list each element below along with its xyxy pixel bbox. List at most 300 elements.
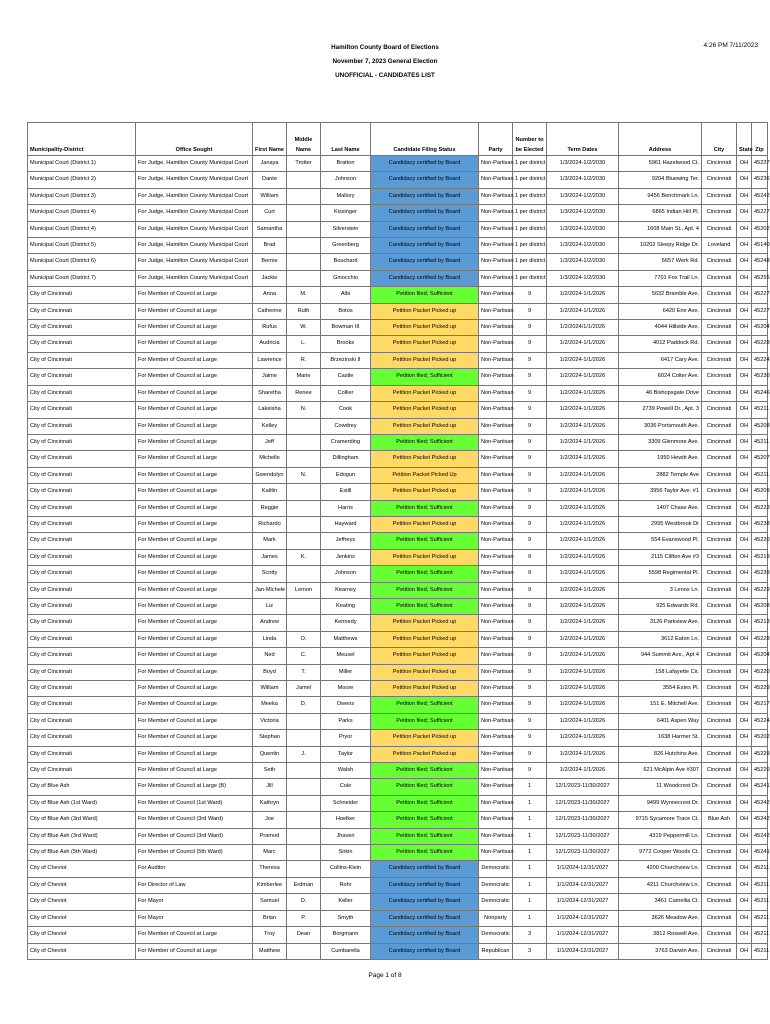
table-cell: City of Cheviot [28, 861, 136, 877]
column-header: Middle Name [287, 123, 321, 156]
table-cell: Petition filed; Sufficient [371, 434, 479, 450]
table-cell: 1/3/2024-1/2/2030 [547, 172, 619, 188]
table-cell: Cincinnati [702, 402, 737, 418]
table-cell: For Member of Council at Large [136, 681, 253, 697]
table-cell: Cincinnati [702, 763, 737, 779]
table-cell: Non-Partisan [479, 451, 513, 467]
table-cell: 1 [513, 910, 547, 926]
table-cell: Pramod [253, 828, 287, 844]
table-cell: 1 [513, 845, 547, 861]
table-cell: Non-Partisan [479, 730, 513, 746]
table-cell [287, 516, 321, 532]
table-cell: 944 Summit Ave., Apt 4 [619, 648, 702, 664]
table-row [28, 746, 768, 762]
table-cell: 4044 Hillside Ave. [619, 320, 702, 336]
table-cell: Candidacy certified by Board [371, 205, 479, 221]
table-cell: 9 [513, 533, 547, 549]
table-cell: 3554 Estes Pl. [619, 681, 702, 697]
table-cell: OH [737, 713, 752, 729]
table-cell [287, 500, 321, 516]
table-cell: For Auditor [136, 861, 253, 877]
table-cell: 3 [513, 927, 547, 943]
table-cell: 45207 [752, 451, 768, 467]
table-cell: 45217 [752, 697, 768, 713]
table-cell: Cincinnati [702, 172, 737, 188]
table-cell: Jenkins [321, 549, 371, 565]
table-cell: City of Cincinnati [28, 484, 136, 500]
table-cell: Cincinnati [702, 681, 737, 697]
table-row [28, 254, 768, 270]
table-cell: City of Cincinnati [28, 533, 136, 549]
table-row [28, 385, 768, 401]
table-cell: Audricia [253, 336, 287, 352]
table-row [28, 516, 768, 532]
table-cell: Andrew [253, 615, 287, 631]
table-cell: Anna [253, 287, 287, 303]
table-cell: 45246 [752, 385, 768, 401]
table-cell: Candidacy certified by Board [371, 270, 479, 286]
table-cell: Cincinnati [702, 188, 737, 204]
table-cell: Jaime [253, 369, 287, 385]
table-cell [287, 730, 321, 746]
table-cell: 1 [513, 779, 547, 795]
table-cell [287, 484, 321, 500]
table-cell: Seth [253, 763, 287, 779]
table-cell: Schneider [321, 795, 371, 811]
column-header: Address [619, 123, 702, 156]
table-cell: Non-Partisan [479, 270, 513, 286]
table-row [28, 566, 768, 582]
table-cell: Scotty [253, 566, 287, 582]
table-cell [287, 779, 321, 795]
table-cell: Municipal Court (District 5) [28, 238, 136, 254]
table-cell: 9 [513, 664, 547, 680]
table-cell: Silverstein [321, 221, 371, 237]
table-cell: 1/3/2024-1/2/2030 [547, 270, 619, 286]
table-cell: Cincinnati [702, 910, 737, 926]
table-cell: Curt [253, 205, 287, 221]
table-cell: Petition filed; Sufficient [371, 845, 479, 861]
table-cell: 1/2/2024-1/1/2026 [547, 648, 619, 664]
table-cell: For Member of Council at Large [136, 418, 253, 434]
table-cell: Municipal Court (District 3) [28, 188, 136, 204]
table-cell: For Member of Council at Large [136, 369, 253, 385]
table-row [28, 861, 768, 877]
table-cell: For Member of Council at Large [136, 352, 253, 368]
table-cell: 45229 [752, 681, 768, 697]
table-cell [287, 598, 321, 614]
table-cell: Petition filed; Sufficient [371, 828, 479, 844]
table-cell: Cole [321, 779, 371, 795]
table-row [28, 894, 768, 910]
table-row [28, 828, 768, 844]
table-cell: 1/2/2024-1/1/2026 [547, 352, 619, 368]
table-cell: Cincinnati [702, 270, 737, 286]
table-cell: City of Cincinnati [28, 369, 136, 385]
table-cell: City of Cincinnati [28, 385, 136, 401]
table-cell: For Member of Council at Large [136, 516, 253, 532]
table-cell: City of Blue Ash (5th Ward) [28, 845, 136, 861]
table-cell: 45211 [752, 877, 768, 893]
table-cell: City of Cincinnati [28, 287, 136, 303]
table-cell: OH [737, 434, 752, 450]
table-cell: Cincinnati [702, 451, 737, 467]
table-cell: Municipal Court (District 1) [28, 156, 136, 172]
table-cell: Petition filed; Sufficient [371, 697, 479, 713]
table-cell: OH [737, 205, 752, 221]
table-cell: Cincinnati [702, 303, 737, 319]
table-cell: Non-Partisan [479, 713, 513, 729]
table-cell: 4200 Churchview Ln. [619, 861, 702, 877]
table-cell: 45211 [752, 894, 768, 910]
table-cell: Mark [253, 533, 287, 549]
table-cell: Sirkin [321, 845, 371, 861]
table-cell: 2739 Powell Dr., Apt. 3 [619, 402, 702, 418]
table-row [28, 910, 768, 926]
table-cell: OH [737, 287, 752, 303]
column-header: First Name [253, 123, 287, 156]
table-cell: For Member of Council at Large [136, 713, 253, 729]
table-cell: For Member of Council at Large [136, 746, 253, 762]
table-cell: 9772 Cooper Woods Ct. [619, 845, 702, 861]
table-cell: 4211 Churchview Ln. [619, 877, 702, 893]
table-cell: 45211 [752, 910, 768, 926]
table-cell: Bratton [321, 156, 371, 172]
table-cell: 9 [513, 598, 547, 614]
table-cell: For Member of Council at Large [136, 615, 253, 631]
table-cell: Petition Packet Picked up [371, 631, 479, 647]
page-number: Page 1 of 8 [368, 972, 402, 979]
table-cell: 45242 [752, 188, 768, 204]
table-cell: Candidacy certified by Board [371, 894, 479, 910]
table-cell: 3 Lenox Ln. [619, 582, 702, 598]
table-cell: Petition filed; Sufficient [371, 713, 479, 729]
table-cell: For Member of Council at Large [136, 402, 253, 418]
table-cell: Non-Partisan [479, 238, 513, 254]
table-cell: OH [737, 270, 752, 286]
table-cell: 45220 [752, 763, 768, 779]
table-cell: City of Cincinnati [28, 516, 136, 532]
table-cell: 1/2/2024-1/1/2026 [547, 681, 619, 697]
table-cell: City of Cincinnati [28, 549, 136, 565]
table-cell: 45241 [752, 779, 768, 795]
table-cell: 9 [513, 516, 547, 532]
table-cell: Petition Packet Picked up [371, 320, 479, 336]
table-cell: City of Cincinnati [28, 681, 136, 697]
table-cell: Candidacy certified by Board [371, 943, 479, 959]
table-cell: 1/2/2024-1/1/2026 [547, 598, 619, 614]
table-row [28, 681, 768, 697]
table-cell: Petition Packet Picked up [371, 746, 479, 762]
table-cell: Cincinnati [702, 336, 737, 352]
table-cell: OH [737, 681, 752, 697]
table-cell: Cincinnati [702, 320, 737, 336]
table-cell: Mallory [321, 188, 371, 204]
table-cell: 3763 Darwin Ave. [619, 943, 702, 959]
table-row [28, 451, 768, 467]
table-cell: Cincinnati [702, 598, 737, 614]
table-cell: City of Cincinnati [28, 500, 136, 516]
table-cell: 1/2/2024-1/1/2026 [547, 566, 619, 582]
table-row [28, 156, 768, 172]
table-cell: Non-Partisan [479, 500, 513, 516]
table-cell: Non-Partisan [479, 385, 513, 401]
table-cell: 45229 [752, 336, 768, 352]
table-cell: Non-Partisan [479, 598, 513, 614]
table-cell: 45213 [752, 615, 768, 631]
column-header: Candidate Filing Status [371, 123, 479, 156]
table-cell: OH [737, 845, 752, 861]
table-cell: Non-Partisan [479, 516, 513, 532]
table-cell: Loveland [702, 238, 737, 254]
table-cell: Candidacy certified by Board [371, 172, 479, 188]
table-cell: Petition Packet Picked up [371, 402, 479, 418]
table-cell: 1/2/2024-1/1/2026 [547, 500, 619, 516]
table-cell: Petition filed; Sufficient [371, 763, 479, 779]
table-cell: Non-Partisan [479, 484, 513, 500]
table-cell: OH [737, 320, 752, 336]
table-cell: Democratic [479, 927, 513, 943]
table-cell: City of Cincinnati [28, 631, 136, 647]
table-cell: OH [737, 598, 752, 614]
table-cell: Cincinnati [702, 746, 737, 762]
table-cell: 45242 [752, 812, 768, 828]
table-cell: Trotter [287, 156, 321, 172]
table-cell: For Judge, Hamilton County Municipal Court [136, 238, 253, 254]
table-cell: N. [287, 402, 321, 418]
table-cell [287, 533, 321, 549]
table-cell: Linda [253, 631, 287, 647]
table-cell [287, 943, 321, 959]
table-cell: City of Cheviot [28, 877, 136, 893]
table-cell: 9 [513, 320, 547, 336]
table-cell: 1950 Hewitt Ave. [619, 451, 702, 467]
table-cell: 45204 [752, 648, 768, 664]
table-cell: 45220 [752, 664, 768, 680]
table-cell: 45237 [752, 156, 768, 172]
table-cell: 1 per district [513, 172, 547, 188]
table-cell: Johnson [321, 172, 371, 188]
table-cell [287, 451, 321, 467]
table-cell: Petition filed; Sufficient [371, 779, 479, 795]
table-cell: OH [737, 451, 752, 467]
table-cell: 3612 Eaton Ln. [619, 631, 702, 647]
table-cell: City of Cincinnati [28, 451, 136, 467]
table-cell: City of Cheviot [28, 910, 136, 926]
table-row [28, 270, 768, 286]
table-cell: 1/2/2024-1/1/2026 [547, 369, 619, 385]
table-cell: 3126 Parkview Ave. [619, 615, 702, 631]
report-header [0, 41, 770, 83]
table-cell: Non-Partisan [479, 697, 513, 713]
table-cell: 9456 Benchmark Ln. [619, 188, 702, 204]
table-cell: OH [737, 172, 752, 188]
table-cell: Petition Packet Picked up [371, 664, 479, 680]
table-row [28, 631, 768, 647]
table-cell: W. [287, 320, 321, 336]
table-row [28, 467, 768, 483]
table-cell: OH [737, 795, 752, 811]
table-cell: For Member of Council at Large [136, 467, 253, 483]
table-cell: Catherine [253, 303, 287, 319]
table-cell: Non-Partisan [479, 631, 513, 647]
table-cell: Petition filed; Sufficient [371, 369, 479, 385]
table-row [28, 303, 768, 319]
table-cell: 7701 Fox Trail Ln. [619, 270, 702, 286]
table-cell: City of Cincinnati [28, 566, 136, 582]
table-cell: OH [737, 582, 752, 598]
table-cell: Cincinnati [702, 221, 737, 237]
table-cell: Cincinnati [702, 713, 737, 729]
table-cell: Non-Partisan [479, 763, 513, 779]
table-cell: 9 [513, 746, 547, 762]
table-cell: Municipal Court (District 4) [28, 205, 136, 221]
table-cell: OH [737, 385, 752, 401]
table-cell: Non-Partisan [479, 582, 513, 598]
table-cell: 3309 Glenmore Ave. [619, 434, 702, 450]
table-cell: City of Cincinnati [28, 320, 136, 336]
table-cell: OH [737, 927, 752, 943]
table-cell: Renee [287, 385, 321, 401]
table-row [28, 533, 768, 549]
table-cell: Jeff [253, 434, 287, 450]
table-cell: For Member of Council at Large [136, 648, 253, 664]
table-cell: For Member of Council at Large [136, 287, 253, 303]
table-cell: Cincinnati [702, 434, 737, 450]
table-cell: R. [287, 352, 321, 368]
table-cell [287, 566, 321, 582]
table-cell: Petition Packet Picked up [371, 385, 479, 401]
table-cell: Janaya [253, 156, 287, 172]
table-cell: 4012 Paddock Rd. [619, 336, 702, 352]
table-cell: Michelle [253, 451, 287, 467]
table-cell: Non-Partisan [479, 549, 513, 565]
table-cell: P. [287, 910, 321, 926]
table-cell: 45229 [752, 746, 768, 762]
table-cell: City of Cincinnati [28, 434, 136, 450]
table-cell: For Judge, Hamilton County Municipal Court [136, 221, 253, 237]
table-cell: For Member of Council at Large [136, 385, 253, 401]
table-cell: 9 [513, 631, 547, 647]
table-cell: City of Cincinnati [28, 713, 136, 729]
table-cell: 45255 [752, 270, 768, 286]
table-cell: J. [287, 746, 321, 762]
table-row [28, 648, 768, 664]
table-cell: 9 [513, 369, 547, 385]
table-cell: 1/2/2024-1/1/2026 [547, 664, 619, 680]
table-cell: 9 [513, 697, 547, 713]
table-cell: 45211 [752, 861, 768, 877]
column-header: City [702, 123, 737, 156]
table-cell: Non-Partisan [479, 287, 513, 303]
table-cell: Jeffreys [321, 533, 371, 549]
table-cell: 158 Lafayette Cir. [619, 664, 702, 680]
table-cell: 9 [513, 467, 547, 483]
table-cell: Cincinnati [702, 287, 737, 303]
table-cell: Erdman [287, 877, 321, 893]
table-cell: Troy [253, 927, 287, 943]
table-row [28, 927, 768, 943]
table-cell: Cincinnati [702, 927, 737, 943]
table-cell: 554 Evanswood Pl. [619, 533, 702, 549]
table-cell: For Member of Council (3rd Ward) [136, 812, 253, 828]
table-cell: Cincinnati [702, 369, 737, 385]
table-cell: Albi [321, 287, 371, 303]
table-cell: Smyth [321, 910, 371, 926]
table-cell: 1 per district [513, 221, 547, 237]
table-cell: Non-Partisan [479, 566, 513, 582]
table-cell: Moore [321, 681, 371, 697]
table-cell: 1/2/2024-1/1/2026 [547, 516, 619, 532]
table-cell: Jamel [287, 681, 321, 697]
table-cell: Cincinnati [702, 615, 737, 631]
table-cell: Non-Partisan [479, 320, 513, 336]
table-cell: Democratic [479, 877, 513, 893]
table-cell: O. [287, 631, 321, 647]
table-cell: 4319 Peppermill Ln. [619, 828, 702, 844]
table-cell: 1 per district [513, 238, 547, 254]
table-cell: M. [287, 287, 321, 303]
table-cell: Stephan [253, 730, 287, 746]
table-cell: William [253, 188, 287, 204]
table-cell: Keating [321, 598, 371, 614]
table-cell: Owens [321, 697, 371, 713]
table-cell: OH [737, 648, 752, 664]
table-cell: City of Cincinnati [28, 648, 136, 664]
table-cell: Non-Partisan [479, 779, 513, 795]
table-cell [287, 434, 321, 450]
table-cell: 45211 [752, 927, 768, 943]
table-cell: OH [737, 303, 752, 319]
table-cell: 12/1/2023-11/30/2027 [547, 845, 619, 861]
table-cell: K. [287, 549, 321, 565]
table-cell: Marie [287, 369, 321, 385]
table-cell: Cumbarella [321, 943, 371, 959]
table-cell [287, 418, 321, 434]
table-cell: Cincinnati [702, 730, 737, 746]
table-cell: Sharetha [253, 385, 287, 401]
table-cell: OH [737, 730, 752, 746]
table-cell: OH [737, 877, 752, 893]
table-cell: 45236 [752, 172, 768, 188]
table-cell: Castle [321, 369, 371, 385]
table-cell: OH [737, 352, 752, 368]
table-cell: Cincinnati [702, 418, 737, 434]
table-cell [287, 205, 321, 221]
table-cell: Reggie [253, 500, 287, 516]
table-cell: 45208 [752, 598, 768, 614]
table-cell: 1 per district [513, 270, 547, 286]
table-cell: 1/2/2024-1/1/2026 [547, 434, 619, 450]
table-cell: Greenberg [321, 238, 371, 254]
table-cell: 45227 [752, 287, 768, 303]
table-cell: OH [737, 566, 752, 582]
table-cell: 9 [513, 681, 547, 697]
table-cell: City of Cincinnati [28, 598, 136, 614]
table-cell: 1/2/2024-1/1/2026 [547, 336, 619, 352]
table-cell: Petition filed; Sufficient [371, 500, 479, 516]
table-cell: For Member of Council (1st Ward) [136, 795, 253, 811]
table-cell: 6024 Colter Ave. [619, 369, 702, 385]
table-cell: Cincinnati [702, 467, 737, 483]
table-cell: Lemon [287, 582, 321, 598]
table-cell: OH [737, 467, 752, 483]
table-cell: OH [737, 631, 752, 647]
table-cell: Non-Partisan [479, 845, 513, 861]
table-cell: 1/2/2024-1/1/2026 [547, 582, 619, 598]
table-cell: Cincinnati [702, 385, 737, 401]
table-cell: Collier [321, 385, 371, 401]
